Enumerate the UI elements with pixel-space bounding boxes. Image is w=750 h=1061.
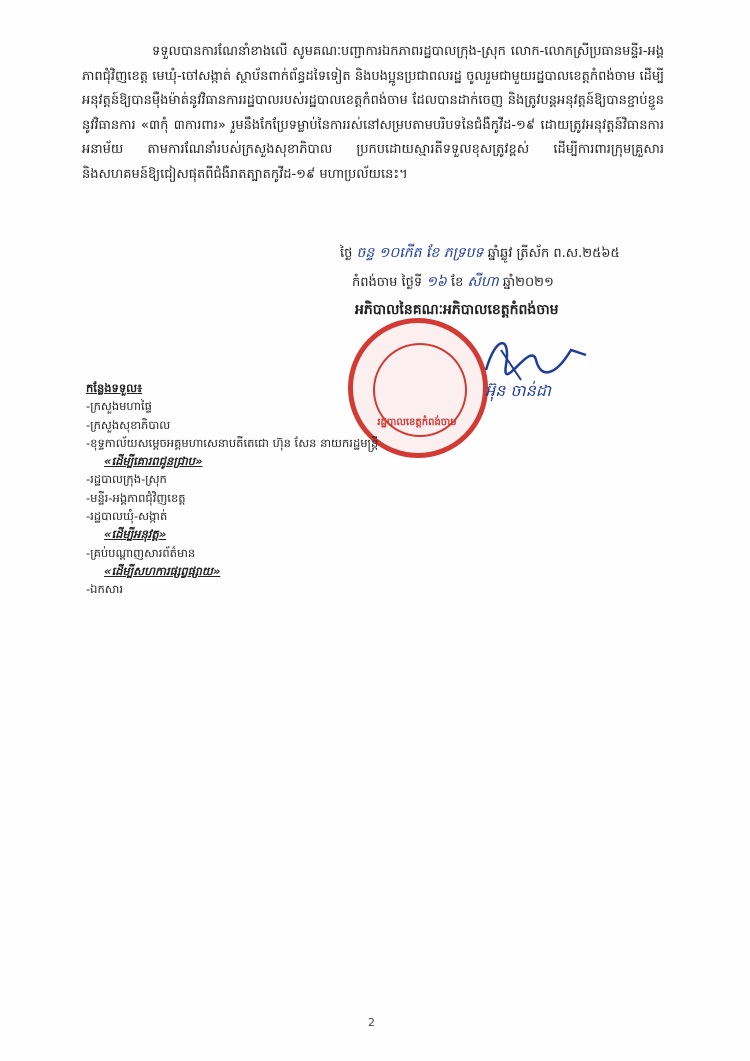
recipient-item: -រដ្ឋបាលឃុំ-សង្កាត់ bbox=[86, 509, 168, 524]
recipient-subheading: «ដើម្បីគោរពជូនជ្រាប» bbox=[104, 454, 203, 469]
lunar-date-prefix: ថ្ងៃ bbox=[340, 246, 353, 261]
solar-date-line bbox=[352, 272, 554, 293]
signatory-title: អភិបាលនៃគណៈអភិបាលខេត្តកំពង់ចាម bbox=[355, 302, 559, 318]
recipient-item: -ខុទ្ទកាល័យសម្តេចអគ្គមហាសេនាបតីតេជោ ហ៊ុន សែន នាយករដ្ឋមន្ត្រី bbox=[86, 435, 379, 450]
recipient-item: -គ្រប់បណ្តាញសារព័ត៌មាន bbox=[86, 545, 196, 560]
solar-date-year: ឆ្នាំ២០២១ bbox=[502, 275, 554, 290]
solar-date-day: ១៦ bbox=[426, 274, 447, 290]
recipients-heading: កន្លែងទទួល៖ bbox=[86, 381, 143, 395]
recipient-subheading: «ដើម្បីសហការផ្សព្វផ្សាយ» bbox=[104, 563, 221, 578]
solar-date-month-label: ខែ bbox=[450, 275, 464, 290]
recipient-item: -ក្រសួងសុខាភិបាល bbox=[86, 417, 171, 432]
solar-date-month: សីហា bbox=[467, 274, 499, 290]
paragraph-text: ទទួលបានការណែនាំខាងលើ សូមគណៈបញ្ជាការឯកភាពរដ្ឋបាលក្រុង-ស្រុក លោក-លោកស្រីប្រធានមន្ទីរ-អង្គភាពជុំវិញខេត្ត មេឃុំ-ចៅសង្កាត់ ស្ថាប័នពាក់ព័ន្ធដទៃទៀត និងបងប្អូនប្រជាពលរដ្ឋ ចូលរួមជាមួយរដ្ឋបាលខេត្តកំពង់ចាម ដើម្បីអនុវត្តន៍ឱ្យបានម៉ឺងម៉ាត់នូវវិធានការរដ្ឋបាលរបស់រដ្ឋបាលខេត្តកំពង់ចាម ដែលបានដាក់ចេញ និងត្រូវបន្តអនុវត្តន៍ឱ្យបានខ្ជាប់ខ្ជួននូវវិធានការ «៣កុំ ៣ការពារ» រួមនឹងកែប្រែទម្លាប់នៃការរស់នៅសម្របតាមបរិបទនៃជំងឺកូវីដ-១៩ ដោយត្រូវអនុវត្តន៍វិធានការអនាម័យ តាមការណែនាំរបស់ក្រសួងសុខាភិបាល ប្រកបដោយស្មារតីទទួលខុសត្រូវខ្ពស់ ដើម្បីការពារក្រុមគ្រួសារ និងសហគមន៍ឱ្យជៀសផុតពីជំងឺរាតត្បាតកូវីដ-១៩ មហាប្រល័យនេះ។ bbox=[82, 44, 664, 182]
solar-date-prefix: កំពង់ចាម ថ្ងៃទី bbox=[352, 275, 423, 290]
recipient-item: -ឯកសារ bbox=[86, 582, 123, 597]
page-number: 2 bbox=[368, 1016, 375, 1029]
body-paragraph bbox=[82, 40, 664, 187]
signatory-name: អ៊ុន ចាន់ដា bbox=[485, 381, 552, 400]
lunar-date-line bbox=[340, 243, 620, 264]
recipient-item: -ក្រសួងមហាផ្ទៃ bbox=[86, 399, 152, 414]
recipient-item: -រដ្ឋបាលក្រុង-ស្រុក bbox=[86, 472, 167, 487]
recipients-list bbox=[86, 379, 378, 599]
recipient-item: -មន្ទីរ-អង្គភាពជុំវិញខេត្ត bbox=[86, 490, 186, 505]
lunar-date-handwritten: ចន្ទ ១០កើត ខែ ភទ្របទ bbox=[356, 245, 484, 261]
seal-text: រដ្ឋបាលខេត្តកំពង់ចាម bbox=[377, 417, 457, 428]
recipient-subheading: «ដើម្បីអនុវត្ត» bbox=[104, 527, 167, 542]
lunar-date-suffix: ឆ្នាំឆ្លូវ ត្រីស័ក ព.ស.២៥៦៥ bbox=[487, 246, 620, 261]
